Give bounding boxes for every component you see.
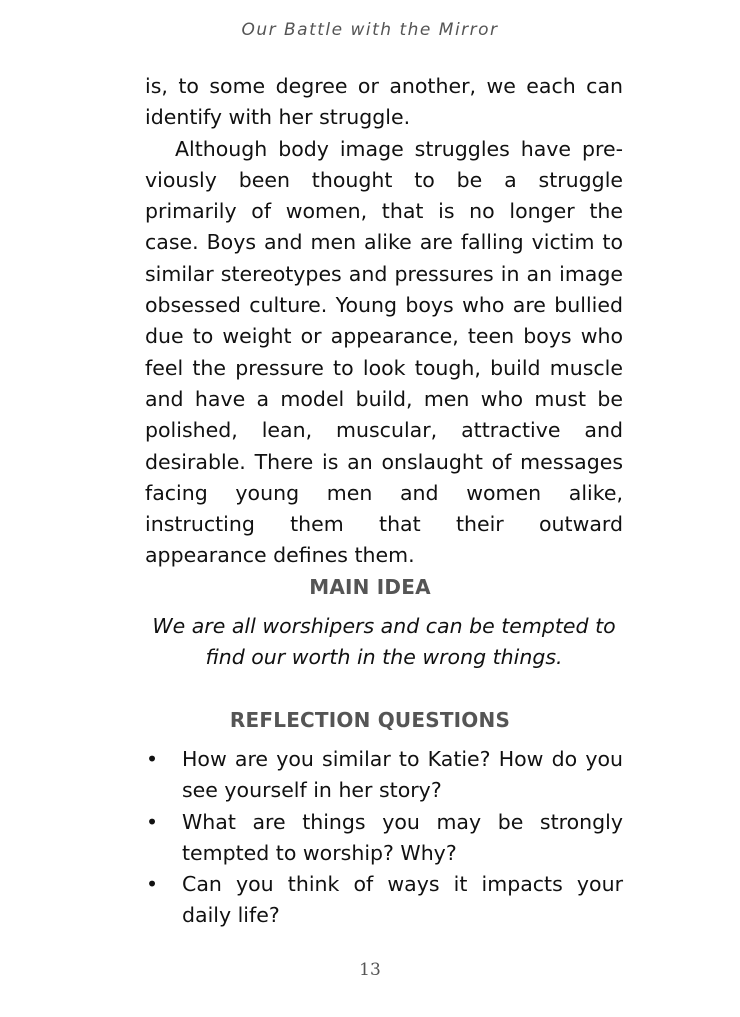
body-text bbox=[145, 71, 623, 572]
reflection-question bbox=[145, 869, 623, 932]
page-number: 13 bbox=[359, 960, 381, 980]
running-head: Our Battle with the Mirror bbox=[241, 20, 499, 40]
reflection-questions-list bbox=[145, 744, 623, 932]
question-text: How are you similar to Katie? How do you see yourself in her story? bbox=[182, 747, 623, 803]
question-text: What are things you may be strongly tempted to worship? Why? bbox=[182, 809, 623, 865]
bullet-icon: • bbox=[145, 747, 159, 771]
main-idea-heading: MAIN IDEA bbox=[309, 575, 431, 599]
body-paragraph-2: Although body image struggles have previously been thought to be a struggle primarily of women, that is no longer the case. Boys and men alike are falling victim to similar stereotypes and pressures in an image obsessed culture. Young boys who are bullied due to weight or appearance, teen boys who feel the pressure to look tough, build muscle and have a model build, men who must be polished, lean, muscular, attractive and desirable. There is an onslaught of messages facing young men and women alike, instructing them that their outward appearance defines them. bbox=[145, 136, 623, 568]
reflection-question bbox=[145, 744, 623, 807]
bullet-icon: • bbox=[145, 809, 159, 834]
question-text: Can you think of ways it impacts your daily life? bbox=[182, 872, 623, 928]
reflection-questions-heading: REFLECTION QUESTIONS bbox=[229, 708, 511, 732]
main-idea-text: We are all worshipers and can be tempted to find our worth in the wrong things. bbox=[152, 614, 616, 670]
body-paragraph-1: is, to some degree or another, we each can identify with her struggle. bbox=[145, 74, 623, 130]
reflection-question bbox=[145, 807, 623, 870]
bullet-icon: • bbox=[145, 872, 159, 897]
